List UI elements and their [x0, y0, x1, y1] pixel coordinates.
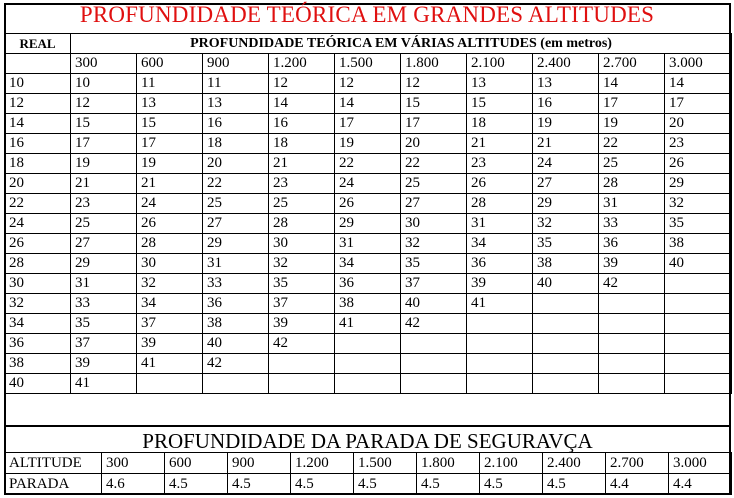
theoretical-depth-cell: 21 — [137, 174, 203, 194]
theoretical-depth-cell: 34 — [467, 234, 533, 254]
table-row — [5, 194, 732, 214]
theoretical-depth-cell: 28 — [467, 194, 533, 214]
theoretical-depth-cell: 40 — [401, 294, 467, 314]
theoretical-depth-cell: 22 — [401, 154, 467, 174]
theoretical-depth-cell: 26 — [665, 154, 732, 174]
theoretical-depth-cell: 17 — [401, 114, 467, 134]
table-row — [5, 94, 732, 114]
theoretical-depth-cell: 19 — [137, 154, 203, 174]
stop-depth-cell: 4.5 — [228, 474, 291, 495]
theoretical-depth-cell: 10 — [71, 74, 137, 94]
table-row — [5, 334, 732, 354]
safety-stop-title: PROFUNDIDADE DA PARADA DE SEGURAVÇA — [4, 425, 731, 452]
theoretical-depth-cell: 22 — [335, 154, 401, 174]
theoretical-depth-cell — [269, 354, 335, 374]
theoretical-depth-cell: 32 — [665, 194, 732, 214]
theoretical-depth-cell: 28 — [137, 234, 203, 254]
theoretical-depth-cell — [599, 374, 665, 394]
theoretical-depth-cell: 12 — [401, 74, 467, 94]
altitude-header-cell: 2.100 — [467, 54, 533, 74]
altitude-header-cell: 1.500 — [335, 54, 401, 74]
theoretical-depth-cell: 37 — [401, 274, 467, 294]
theoretical-depth-cell — [665, 354, 732, 374]
theoretical-depth-cell: 24 — [533, 154, 599, 174]
theoretical-depth-cell: 29 — [533, 194, 599, 214]
altitude-header-cell: 2.700 — [599, 54, 665, 74]
stop-altitude-row — [5, 453, 732, 474]
real-depth-cell: 12 — [5, 94, 71, 114]
table-row — [5, 114, 732, 134]
theoretical-depth-cell: 28 — [599, 174, 665, 194]
theoretical-depth-cell: 21 — [269, 154, 335, 174]
theoretical-depth-cell: 25 — [401, 174, 467, 194]
theoretical-depth-cell: 22 — [203, 174, 269, 194]
altitude-label: ALTITUDE — [5, 453, 102, 474]
theoretical-depth-cell — [599, 314, 665, 334]
theoretical-depth-cell — [335, 334, 401, 354]
theoretical-depth-cell: 18 — [269, 134, 335, 154]
theoretical-depth-cell: 24 — [335, 174, 401, 194]
theoretical-depth-cell: 29 — [335, 214, 401, 234]
theoretical-depth-cell: 13 — [467, 74, 533, 94]
theoretical-depth-cell: 14 — [269, 94, 335, 114]
theoretical-depth-cell: 31 — [599, 194, 665, 214]
theoretical-depth-cell: 33 — [203, 274, 269, 294]
stop-altitude-cell: 2.100 — [480, 453, 543, 474]
theoretical-depth-cell — [599, 334, 665, 354]
theoretical-depth-cell — [203, 374, 269, 394]
theoretical-depth-cell: 26 — [467, 174, 533, 194]
theoretical-depth-cell: 21 — [71, 174, 137, 194]
real-depth-cell: 22 — [5, 194, 71, 214]
theoretical-depth-cell: 37 — [137, 314, 203, 334]
table-row — [5, 134, 732, 154]
theoretical-depth-cell: 29 — [203, 234, 269, 254]
theoretical-depth-cell — [335, 374, 401, 394]
theoretical-depth-cell: 19 — [335, 134, 401, 154]
theoretical-depth-cell: 17 — [137, 134, 203, 154]
stop-altitude-cell: 900 — [228, 453, 291, 474]
theoretical-depth-cell: 16 — [533, 94, 599, 114]
theoretical-depth-cell: 15 — [137, 114, 203, 134]
theoretical-depth-cell — [467, 334, 533, 354]
theoretical-depth-cell: 12 — [335, 74, 401, 94]
theoretical-depth-cell: 32 — [269, 254, 335, 274]
theoretical-depth-cell: 25 — [599, 154, 665, 174]
theoretical-depth-cell: 20 — [401, 134, 467, 154]
theoretical-depth-cell — [401, 334, 467, 354]
stop-altitude-cell: 300 — [102, 453, 165, 474]
theoretical-depth-cell: 18 — [203, 134, 269, 154]
theoretical-depth-cell: 20 — [665, 114, 732, 134]
theoretical-depth-cell: 41 — [467, 294, 533, 314]
theoretical-depth-cell: 21 — [533, 134, 599, 154]
theoretical-depth-cell: 19 — [533, 114, 599, 134]
theoretical-depth-cell: 36 — [599, 234, 665, 254]
table-row — [5, 154, 732, 174]
theoretical-depth-cell: 32 — [401, 234, 467, 254]
theoretical-depth-cell: 19 — [599, 114, 665, 134]
theoretical-depth-cell — [401, 374, 467, 394]
altitude-header-cell: 3.000 — [665, 54, 732, 74]
theoretical-depth-cell: 11 — [203, 74, 269, 94]
altitude-header-cell: 1.200 — [269, 54, 335, 74]
altitude-header-cell: 300 — [71, 54, 137, 74]
theoretical-depth-cell: 30 — [401, 214, 467, 234]
theoretical-depth-cell: 35 — [533, 234, 599, 254]
altitude-header-cell: 600 — [137, 54, 203, 74]
stop-altitude-cell: 600 — [165, 453, 228, 474]
theoretical-depth-cell: 32 — [137, 274, 203, 294]
theoretical-depth-cell: 39 — [467, 274, 533, 294]
table-row — [5, 214, 732, 234]
theoretical-depth-cell: 39 — [137, 334, 203, 354]
theoretical-depth-cell: 28 — [269, 214, 335, 234]
theoretical-depth-cell: 23 — [269, 174, 335, 194]
theoretical-depth-cell: 36 — [335, 274, 401, 294]
real-depth-cell: 28 — [5, 254, 71, 274]
theoretical-depth-cell: 25 — [269, 194, 335, 214]
stop-depth-cell: 4.5 — [480, 474, 543, 495]
real-depth-cell: 34 — [5, 314, 71, 334]
theoretical-depth-cell — [467, 314, 533, 334]
theoretical-depth-cell: 17 — [665, 94, 732, 114]
real-depth-cell: 26 — [5, 234, 71, 254]
altitude-header-cell: 2.400 — [533, 54, 599, 74]
stop-altitude-cell: 1.200 — [291, 453, 354, 474]
altitudes-span-header: PROFUNDIDADE TEÓRICA EM VÁRIAS ALTITUDES (em metros) — [71, 34, 732, 54]
real-depth-cell: 20 — [5, 174, 71, 194]
theoretical-depth-cell — [599, 294, 665, 314]
theoretical-depth-cell: 20 — [203, 154, 269, 174]
real-depth-header: REAL — [5, 34, 71, 54]
table-row — [5, 254, 732, 274]
stop-altitude-cell: 1.800 — [417, 453, 480, 474]
real-depth-cell: 38 — [5, 354, 71, 374]
theoretical-depth-cell: 42 — [269, 334, 335, 354]
theoretical-depth-cell — [665, 314, 732, 334]
theoretical-depth-cell: 19 — [71, 154, 137, 174]
theoretical-depth-cell: 21 — [467, 134, 533, 154]
theoretical-depth-cell: 35 — [401, 254, 467, 274]
page-title: PROFUNDIDADE TEÓRICA EM GRANDES ALTITUDES — [79, 2, 655, 27]
theoretical-depth-cell: 31 — [71, 274, 137, 294]
theoretical-depth-cell — [665, 274, 732, 294]
theoretical-depth-cell: 39 — [599, 254, 665, 274]
real-depth-cell: 36 — [5, 334, 71, 354]
stop-label: PARADA — [5, 474, 102, 495]
theoretical-depth-cell: 35 — [269, 274, 335, 294]
theoretical-depth-cell — [533, 294, 599, 314]
theoretical-depth-cell: 37 — [71, 334, 137, 354]
real-depth-cell: 18 — [5, 154, 71, 174]
stop-depth-cell: 4.5 — [354, 474, 417, 495]
stop-altitude-cell: 1.500 — [354, 453, 417, 474]
table-row — [5, 294, 732, 314]
theoretical-depth-cell: 14 — [335, 94, 401, 114]
theoretical-depth-cell: 42 — [203, 354, 269, 374]
theoretical-depth-cell: 17 — [335, 114, 401, 134]
theoretical-depth-cell: 38 — [533, 254, 599, 274]
real-depth-cell: 40 — [5, 374, 71, 394]
theoretical-depth-cell: 33 — [71, 294, 137, 314]
stop-depth-cell: 4.5 — [417, 474, 480, 495]
altitude-header-blank — [5, 54, 71, 74]
table-row — [5, 314, 732, 334]
theoretical-depth-cell — [269, 374, 335, 394]
theoretical-depth-cell: 29 — [71, 254, 137, 274]
theoretical-depth-cell: 22 — [599, 134, 665, 154]
stop-altitude-cell: 3.000 — [669, 453, 732, 474]
theoretical-depth-cell: 17 — [71, 134, 137, 154]
theoretical-depth-cell: 36 — [467, 254, 533, 274]
safety-stop-table — [4, 452, 732, 495]
theoretical-depth-cell: 14 — [599, 74, 665, 94]
table-row — [5, 374, 732, 394]
theoretical-depth-cell: 38 — [665, 234, 732, 254]
real-depth-cell: 24 — [5, 214, 71, 234]
theoretical-depth-cell: 41 — [71, 374, 137, 394]
theoretical-depth-cell — [335, 354, 401, 374]
theoretical-depth-cell: 41 — [137, 354, 203, 374]
theoretical-depth-cell: 42 — [599, 274, 665, 294]
theoretical-depth-cell: 14 — [665, 74, 732, 94]
theoretical-depth-cell — [665, 294, 732, 314]
theoretical-depth-cell: 27 — [203, 214, 269, 234]
stop-depth-cell: 4.5 — [543, 474, 606, 495]
theoretical-depth-cell: 30 — [137, 254, 203, 274]
theoretical-depth-cell: 39 — [71, 354, 137, 374]
table-row — [5, 354, 732, 374]
theoretical-depth-cell: 12 — [71, 94, 137, 114]
theoretical-depth-cell: 40 — [665, 254, 732, 274]
theoretical-depth-cell: 35 — [665, 214, 732, 234]
theoretical-depth-cell: 25 — [203, 194, 269, 214]
theoretical-depth-cell: 18 — [467, 114, 533, 134]
stop-depth-cell: 4.5 — [291, 474, 354, 495]
real-depth-cell: 30 — [5, 274, 71, 294]
theoretical-depth-cell: 11 — [137, 74, 203, 94]
theoretical-depth-cell: 23 — [71, 194, 137, 214]
theoretical-depth-cell: 16 — [269, 114, 335, 134]
altitude-header-row — [5, 54, 732, 74]
theoretical-depth-cell — [665, 334, 732, 354]
theoretical-depth-cell — [467, 354, 533, 374]
stop-depth-cell: 4.6 — [102, 474, 165, 495]
theoretical-depth-cell: 15 — [401, 94, 467, 114]
theoretical-depth-cell: 27 — [533, 174, 599, 194]
theoretical-depth-cell: 33 — [599, 214, 665, 234]
stop-depth-cell: 4.4 — [606, 474, 669, 495]
real-depth-cell: 16 — [5, 134, 71, 154]
theoretical-depth-cell — [665, 374, 732, 394]
theoretical-depth-cell: 37 — [269, 294, 335, 314]
stop-depth-cell: 4.4 — [669, 474, 732, 495]
altitude-header-cell: 1.800 — [401, 54, 467, 74]
theoretical-depth-cell: 26 — [137, 214, 203, 234]
theoretical-depth-cell: 24 — [137, 194, 203, 214]
theoretical-depth-cell: 34 — [137, 294, 203, 314]
real-depth-cell: 14 — [5, 114, 71, 134]
theoretical-depth-cell: 31 — [335, 234, 401, 254]
theoretical-depth-cell: 30 — [269, 234, 335, 254]
theoretical-depth-cell: 13 — [533, 74, 599, 94]
theoretical-depth-cell — [467, 374, 533, 394]
theoretical-depth-cell: 40 — [203, 334, 269, 354]
theoretical-depth-cell — [599, 354, 665, 374]
theoretical-depth-cell: 12 — [269, 74, 335, 94]
theoretical-depth-cell — [533, 334, 599, 354]
theoretical-depth-table — [4, 33, 732, 394]
theoretical-depth-cell: 36 — [203, 294, 269, 314]
theoretical-depth-cell: 13 — [203, 94, 269, 114]
theoretical-depth-cell: 25 — [71, 214, 137, 234]
theoretical-depth-cell: 42 — [401, 314, 467, 334]
stop-depth-row — [5, 474, 732, 495]
theoretical-depth-cell: 31 — [203, 254, 269, 274]
theoretical-depth-cell: 16 — [203, 114, 269, 134]
theoretical-depth-cell: 15 — [71, 114, 137, 134]
theoretical-depth-cell: 17 — [599, 94, 665, 114]
table-row — [5, 274, 732, 294]
table-row — [5, 174, 732, 194]
theoretical-depth-cell: 23 — [665, 134, 732, 154]
theoretical-depth-cell: 41 — [335, 314, 401, 334]
stop-depth-cell: 4.5 — [165, 474, 228, 495]
theoretical-depth-cell — [533, 314, 599, 334]
theoretical-depth-cell: 29 — [665, 174, 732, 194]
table-row — [5, 74, 732, 94]
theoretical-depth-cell: 26 — [335, 194, 401, 214]
theoretical-depth-cell: 15 — [467, 94, 533, 114]
theoretical-depth-cell — [137, 374, 203, 394]
real-depth-cell: 10 — [5, 74, 71, 94]
theoretical-depth-cell: 38 — [203, 314, 269, 334]
header-row — [5, 34, 732, 54]
theoretical-depth-cell: 32 — [533, 214, 599, 234]
theoretical-depth-cell: 23 — [467, 154, 533, 174]
stop-altitude-cell: 2.700 — [606, 453, 669, 474]
theoretical-depth-cell — [533, 354, 599, 374]
theoretical-depth-cell: 31 — [467, 214, 533, 234]
theoretical-depth-cell — [533, 374, 599, 394]
theoretical-depth-cell: 34 — [335, 254, 401, 274]
theoretical-depth-cell: 27 — [71, 234, 137, 254]
theoretical-depth-cell: 40 — [533, 274, 599, 294]
theoretical-depth-cell: 35 — [71, 314, 137, 334]
theoretical-depth-cell: 27 — [401, 194, 467, 214]
real-depth-cell: 32 — [5, 294, 71, 314]
table-row — [5, 234, 732, 254]
theoretical-depth-cell — [401, 354, 467, 374]
stop-altitude-cell: 2.400 — [543, 453, 606, 474]
altitude-header-cell: 900 — [203, 54, 269, 74]
theoretical-depth-cell: 38 — [335, 294, 401, 314]
theoretical-depth-cell: 13 — [137, 94, 203, 114]
theoretical-depth-cell: 39 — [269, 314, 335, 334]
